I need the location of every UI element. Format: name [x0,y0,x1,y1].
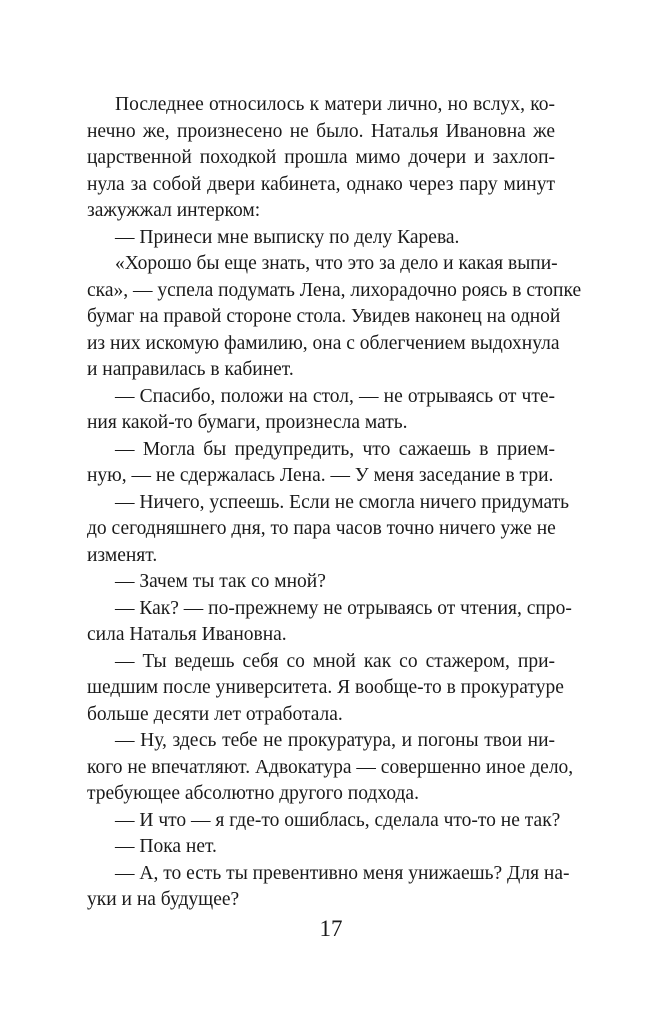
text-line: — Как? — по-прежнему не отрываясь от чтения, спро- [115,597,572,619]
text-line: ния какой-то бумаги, произнесла мать. [87,412,408,433]
text-line: — Могла бы предупредить, что сажаешь в прием- [115,438,555,460]
text-line: изменят. [87,544,158,566]
text-line: кого не впечатляют. Адвокатура — совершенно иное дело, [87,756,574,778]
text-line: — А, то есть ты превентивно меня унижаешь? Для на- [115,862,570,884]
text-line: больше десяти лет отработала. [87,703,343,725]
text-line: ную, — не сдержалась Лена. — У меня заседание в три. [87,465,554,486]
text-line: — Ничего, успеешь. Если не смогла ничего придумать [115,491,570,513]
text-line: царственной походкой прошла мимо дочери и захлоп- [87,147,555,168]
text-line: — И что — я где-то ошиблась, сделала что-то не так? [115,809,561,831]
text-line: нула за собой двери кабинета, однако через пару минут [87,173,555,195]
text-line: «Хорошо бы еще знать, что это за дело и какая выпи- [115,253,558,274]
text-line: шедшим после университета. Я вообще-то в прокуратуре [87,677,564,698]
text-line: ска», — успела подумать Лена, лихорадочно роясь в стопке [87,279,582,301]
text-line: нечно же, произнесено не было. Наталья Ивановна же [87,120,555,142]
text-line: — Ну, здесь тебе не прокуратура, и погоны твои ни- [115,730,555,751]
text-line: — Спасибо, положи на стол, — не отрываясь от чте- [115,385,555,407]
text-line: — Зачем ты так со мной? [115,571,326,592]
text-line: сила Наталья Ивановна. [87,624,287,645]
text-line: уки и на будущее? [87,889,240,910]
text-line: требующее абсолютно другого подхода. [87,783,419,804]
text-line: и направилась в кабинет. [87,359,294,380]
text-line: до сегодняшнего дня, то пара часов точно ничего уже не [87,518,556,539]
text-line: бумаг на правой стороне стола. Увидев наконец на одной [87,306,561,327]
text-line: зажужжал интерком: [87,200,261,221]
text-line: Последнее относилось к матери лично, но вслух, ко- [115,94,555,115]
body-text [87,92,582,914]
page-number: 17 [319,916,343,941]
text-line: из них искомую фамилию, она с облегчением выдохнула [87,332,560,354]
text-line: — Пока нет. [115,836,217,857]
text-line: — Ты ведешь себя со мной как со стажером, при- [115,650,555,672]
text-line: — Принеси мне выписку по делу Карева. [115,226,460,248]
